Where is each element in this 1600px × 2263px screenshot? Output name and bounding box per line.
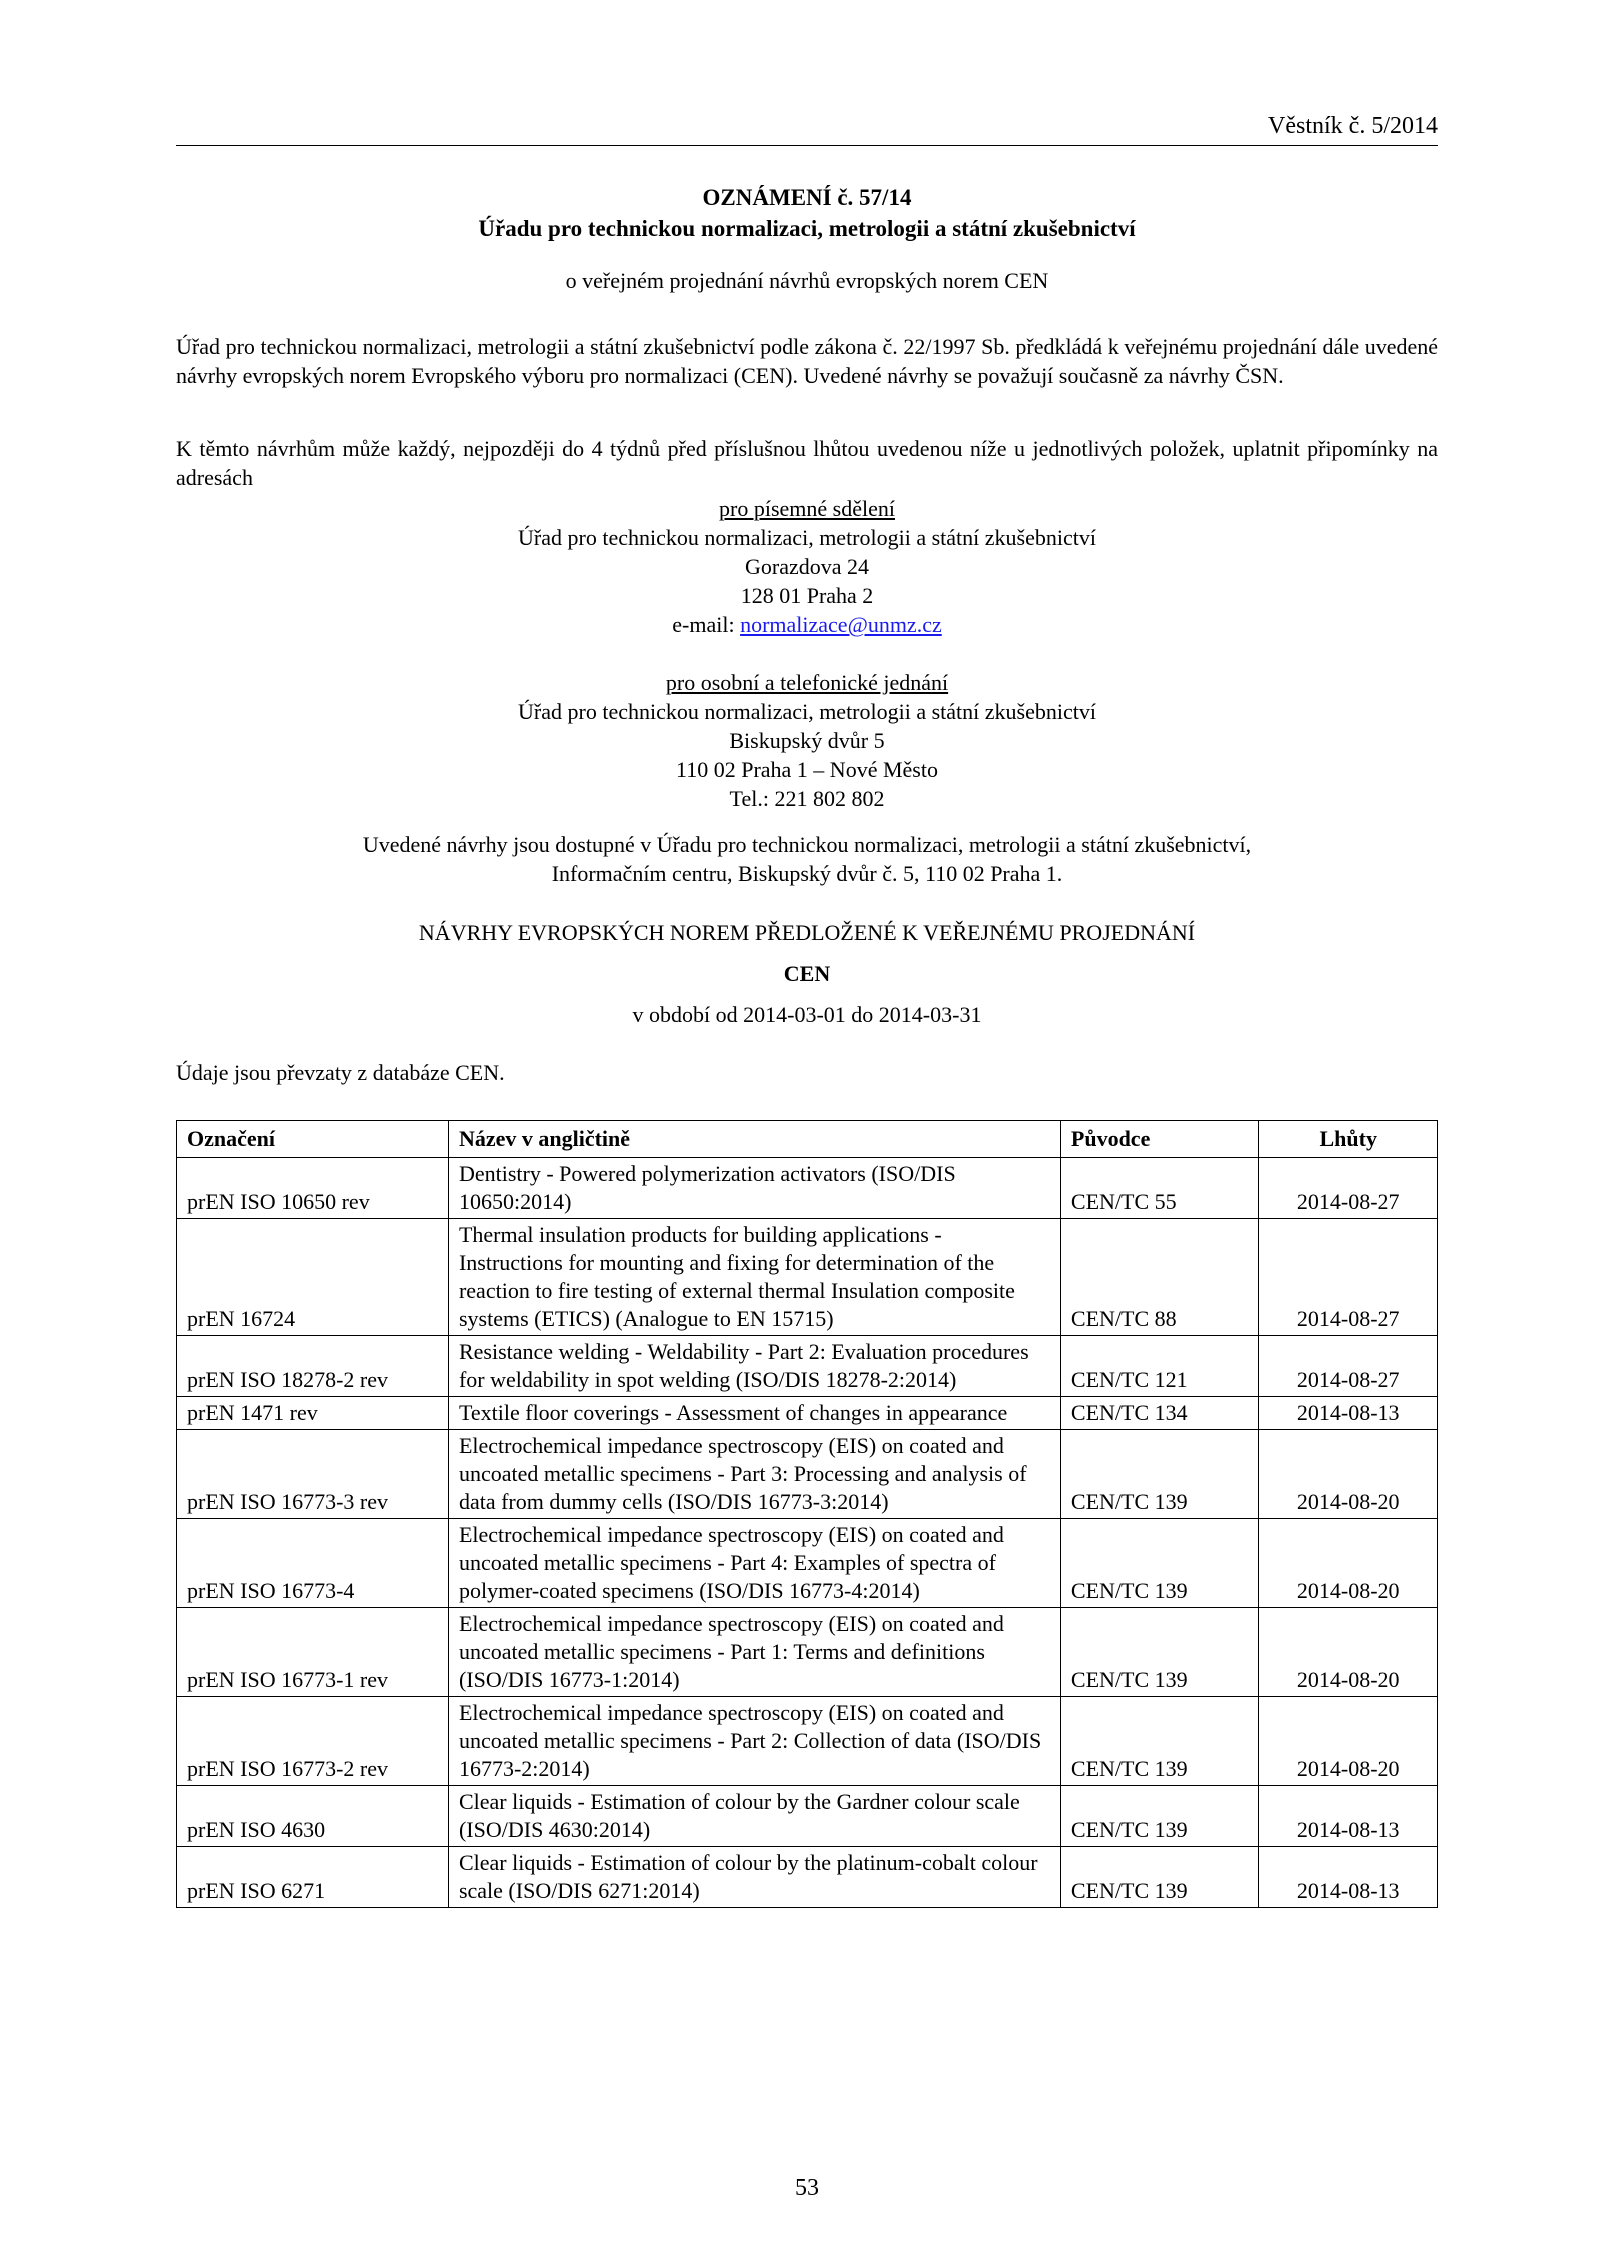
- written-street: Gorazdova 24: [744, 554, 869, 579]
- row-deadline: 2014-08-20: [1259, 1430, 1438, 1519]
- table-row: [177, 1519, 1438, 1608]
- table-row: [177, 1847, 1438, 1908]
- email-label: e-mail:: [672, 612, 741, 637]
- announcement-title-block: [176, 182, 1438, 295]
- row-name: Electrochemical impedance spectroscopy (EIS) on coated and uncoated metallic specimens - Part 2: Collection of data (ISO/DIS 16773-2:2014): [448, 1697, 1060, 1786]
- col-header-origin: Původce: [1060, 1121, 1259, 1158]
- row-code: prEN ISO 16773-4: [177, 1519, 449, 1608]
- row-code: prEN 1471 rev: [177, 1397, 449, 1430]
- row-code: prEN ISO 16773-2 rev: [177, 1697, 449, 1786]
- intro-paragraph-1: Úřad pro technickou normalizaci, metrologii a státní zkušebnictví podle zákona č. 22/1997 Sb. předkládá k veřejnému projednání dále uvedené návrhy evropských norem Evropského výboru pro normalizaci (CEN). Uvedené návrhy se považují současně za návrhy ČSN.: [176, 334, 1438, 388]
- row-name: Clear liquids - Estimation of colour by the Gardner colour scale (ISO/DIS 4630:2014): [448, 1786, 1060, 1847]
- row-name: Resistance welding - Weldability - Part 2: Evaluation procedures for weldability in spot welding (ISO/DIS 18278-2:2014): [448, 1336, 1060, 1397]
- page-number: 53: [795, 2175, 819, 2201]
- row-deadline: 2014-08-27: [1259, 1336, 1438, 1397]
- row-origin: CEN/TC 88: [1060, 1219, 1259, 1336]
- source-note: Údaje jsou převzaty z databáze CEN.: [176, 1060, 505, 1085]
- table-row: [177, 1397, 1438, 1430]
- table-row: [177, 1430, 1438, 1519]
- row-origin: CEN/TC 139: [1060, 1847, 1259, 1908]
- email-link[interactable]: normalizace@unmz.cz: [740, 612, 942, 637]
- row-code: prEN ISO 10650 rev: [177, 1158, 449, 1219]
- table-row: [177, 1219, 1438, 1336]
- row-code: prEN ISO 6271: [177, 1847, 449, 1908]
- standards-table: [176, 1120, 1438, 1908]
- personal-office: Úřad pro technickou normalizaci, metrologii a státní zkušebnictví: [518, 699, 1096, 724]
- row-deadline: 2014-08-13: [1259, 1397, 1438, 1430]
- table-row: [177, 1786, 1438, 1847]
- row-name: Electrochemical impedance spectroscopy (EIS) on coated and uncoated metallic specimens - Part 1: Terms and definitions (ISO/DIS 16773-1:2014): [448, 1608, 1060, 1697]
- personal-contact-address: [176, 668, 1438, 813]
- row-deadline: 2014-08-20: [1259, 1519, 1438, 1608]
- row-name: Textile floor coverings - Assessment of changes in appearance: [448, 1397, 1060, 1430]
- personal-street: Biskupský dvůr 5: [729, 728, 885, 753]
- row-name: Thermal insulation products for building applications - Instructions for mounting and fixing for determination of the reaction to fire testing of external thermal Insulation composite systems (ETICS) (Analogue to EN 15715): [448, 1219, 1060, 1336]
- availability-line-1: Uvedené návrhy jsou dostupné v Úřadu pro technickou normalizaci, metrologii a státní zkušebnictví,: [362, 832, 1252, 857]
- table-row: [177, 1697, 1438, 1786]
- written-city: 128 01 Praha 2: [740, 583, 874, 608]
- office-name-title: Úřadu pro technickou normalizaci, metrologii a státní zkušebnictví: [478, 216, 1136, 241]
- row-code: prEN ISO 16773-3 rev: [177, 1430, 449, 1519]
- row-name: Dentistry - Powered polymerization activators (ISO/DIS 10650:2014): [448, 1158, 1060, 1219]
- col-header-code: Označení: [177, 1121, 449, 1158]
- table-row: [177, 1158, 1438, 1219]
- personal-phone: Tel.: 221 802 802: [729, 786, 885, 811]
- section-organization: CEN: [783, 961, 831, 986]
- row-origin: CEN/TC 139: [1060, 1519, 1259, 1608]
- row-origin: CEN/TC 139: [1060, 1430, 1259, 1519]
- journal-header: Věstník č. 5/2014: [176, 112, 1438, 146]
- row-origin: CEN/TC 139: [1060, 1608, 1259, 1697]
- table-row: [177, 1608, 1438, 1697]
- table-row: [177, 1336, 1438, 1397]
- announcement-number: OZNÁMENÍ č. 57/14: [702, 185, 912, 210]
- row-origin: CEN/TC 139: [1060, 1697, 1259, 1786]
- row-origin: CEN/TC 55: [1060, 1158, 1259, 1219]
- row-deadline: 2014-08-20: [1259, 1608, 1438, 1697]
- written-contact-heading: pro písemné sdělení: [719, 496, 895, 521]
- written-contact-address: [176, 494, 1438, 639]
- availability-line-2: Informačním centru, Biskupský dvůr č. 5, 110 02 Praha 1.: [551, 861, 1063, 886]
- personal-city: 110 02 Praha 1 – Nové Město: [676, 757, 938, 782]
- row-name: Electrochemical impedance spectroscopy (EIS) on coated and uncoated metallic specimens - Part 4: Examples of spectra of polymer-coated specimens (ISO/DIS 16773-4:2014): [448, 1519, 1060, 1608]
- written-email-line: [176, 610, 1438, 639]
- row-name: Electrochemical impedance spectroscopy (EIS) on coated and uncoated metallic specimens - Part 3: Processing and analysis of data from dummy cells (ISO/DIS 16773-3:2014): [448, 1430, 1060, 1519]
- row-deadline: 2014-08-13: [1259, 1847, 1438, 1908]
- row-origin: CEN/TC 134: [1060, 1397, 1259, 1430]
- row-origin: CEN/TC 139: [1060, 1786, 1259, 1847]
- col-header-deadline: Lhůty: [1259, 1121, 1438, 1158]
- row-name: Clear liquids - Estimation of colour by the platinum-cobalt colour scale (ISO/DIS 6271:2014): [448, 1847, 1060, 1908]
- row-code: prEN ISO 4630: [177, 1786, 449, 1847]
- row-deadline: 2014-08-13: [1259, 1786, 1438, 1847]
- row-origin: CEN/TC 121: [1060, 1336, 1259, 1397]
- col-header-name: Název v angličtině: [448, 1121, 1060, 1158]
- row-deadline: 2014-08-27: [1259, 1158, 1438, 1219]
- intro-paragraph-2: K těmto návrhům může každý, nejpozději do 4 týdnů před příslušnou lhůtou uvedenou níže u jednotlivých položek, uplatnit připomínky na adresách: [176, 436, 1438, 490]
- row-code: prEN 16724: [177, 1219, 449, 1336]
- section-heading: NÁVRHY EVROPSKÝCH NOREM PŘEDLOŽENÉ K VEŘEJNÉMU PROJEDNÁNÍ: [418, 920, 1196, 945]
- written-office: Úřad pro technickou normalizaci, metrologii a státní zkušebnictví: [518, 525, 1096, 550]
- row-code: prEN ISO 18278-2 rev: [177, 1336, 449, 1397]
- personal-contact-heading: pro osobní a telefonické jednání: [665, 670, 949, 695]
- availability-note: [176, 830, 1438, 888]
- section-heading-block: [176, 918, 1438, 1029]
- row-deadline: 2014-08-20: [1259, 1697, 1438, 1786]
- announcement-subtitle: o veřejném projednání návrhů evropských norem CEN: [565, 268, 1049, 293]
- section-period: v období od 2014-03-01 do 2014-03-31: [632, 1002, 982, 1027]
- table-header-row: [177, 1121, 1438, 1158]
- row-deadline: 2014-08-27: [1259, 1219, 1438, 1336]
- row-code: prEN ISO 16773-1 rev: [177, 1608, 449, 1697]
